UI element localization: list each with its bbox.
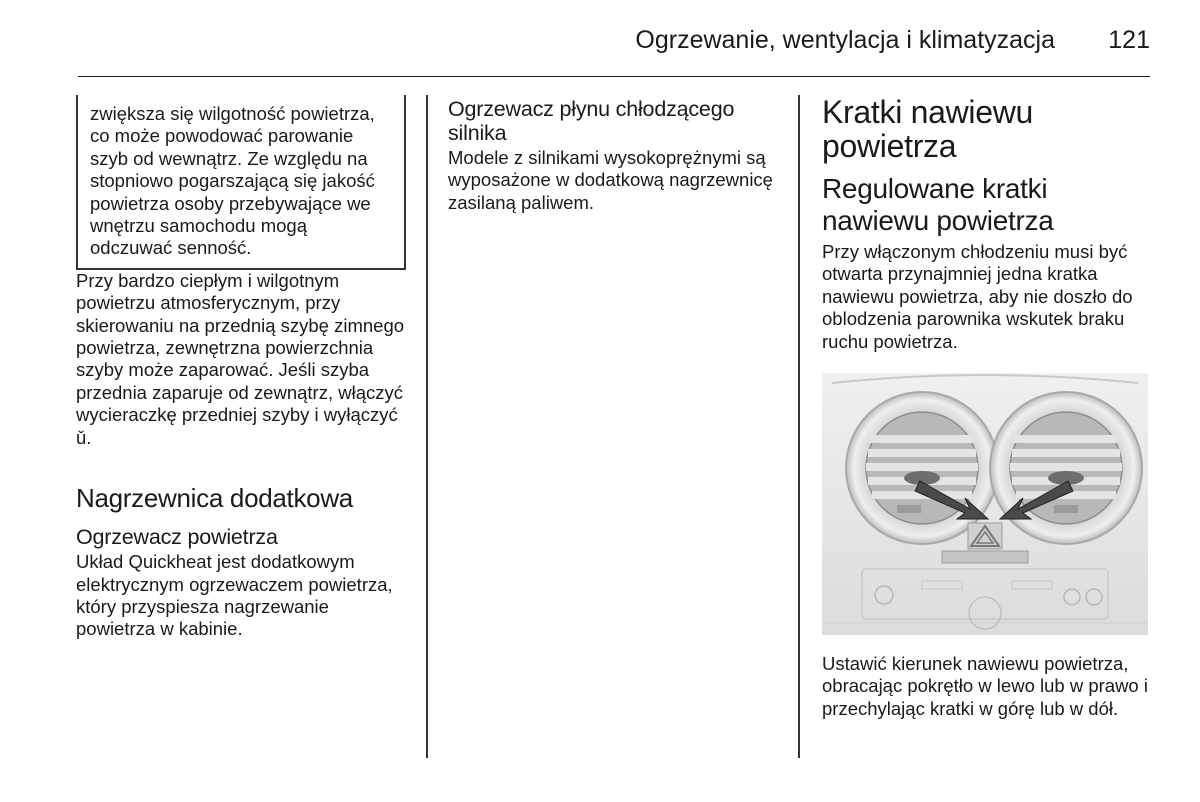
air-vents-svg bbox=[822, 373, 1148, 635]
chapter-title: Ogrzewanie, wentylacja i klimatyzacja bbox=[635, 26, 1055, 54]
paragraph-fogging bbox=[76, 270, 406, 449]
hazard-triangle-icon bbox=[968, 523, 1002, 549]
note-text: zwiększa się wilgotność powietrza, co może powodować parowanie szyb od wewnątrz. Ze względu na stopniowo pogarszającą się jakość powietrza osoby przebywające we wnętrzu samochodu mogą odczuwać senność. bbox=[90, 103, 375, 259]
column-1 bbox=[76, 95, 406, 641]
page-number: 121 bbox=[1108, 26, 1150, 54]
subheading-ogrzewacz-powietrza: Ogrzewacz powietrza bbox=[76, 525, 278, 550]
paragraph-quickheat: Układ Quickheat jest dodatkowym elektrycznym ogrzewaczem powietrza, który przyspiesza nagrzewanie powietrza w kabinie. bbox=[76, 551, 393, 640]
right-vent bbox=[990, 392, 1142, 544]
subheading-coolant-heater: Ogrzewacz płynu chłodzącego silnika bbox=[448, 97, 735, 145]
air-vents-illustration bbox=[822, 373, 1148, 635]
left-vent bbox=[846, 392, 998, 544]
note-box bbox=[76, 95, 406, 270]
heading-nagrzewnica: Nagrzewnica dodatkowa bbox=[76, 483, 353, 514]
paragraph-adjust: Ustawić kierunek nawiewu powietrza, obracając pokrętło w lewo lub w prawo i przechylając kratki w górę lub w dół. bbox=[822, 653, 1148, 719]
paragraph-diesel: Modele z silnikami wysokoprężnymi są wyposażone w dodatkową nagrzewnicę zasilaną paliwem. bbox=[448, 147, 773, 213]
paragraph-cooling: Przy włączonym chłodzeniu musi być otwarta przynajmniej jedna kratka nawiewu powietrza, aby nie doszło do oblodzenia parownika wskutek braku ruchu powietrza. bbox=[822, 241, 1133, 352]
heading-kratki: Kratki nawiewu powietrza bbox=[822, 94, 1034, 164]
column-divider bbox=[798, 95, 800, 758]
column-2 bbox=[448, 95, 778, 214]
wiper-symbol-icon: ǔ. bbox=[76, 426, 92, 448]
column-divider bbox=[426, 95, 428, 758]
page-header bbox=[78, 26, 1150, 77]
subheading-regulowane: Regulowane kratki nawiewu powietrza bbox=[822, 173, 1054, 236]
paragraph-fogging-text: Przy bardzo ciepłym i wilgotnym powietrzu atmosferycznym, przy skierowaniu na przednią szybę zimnego powietrza, zewnętrzna powierzchnia szyby może zaparować. Jeśli szyba przednia zaparuje od zewnątrz, włączyć wycieraczkę przedniej szyby i wyłączyć bbox=[76, 269, 405, 426]
column-3 bbox=[822, 95, 1152, 720]
